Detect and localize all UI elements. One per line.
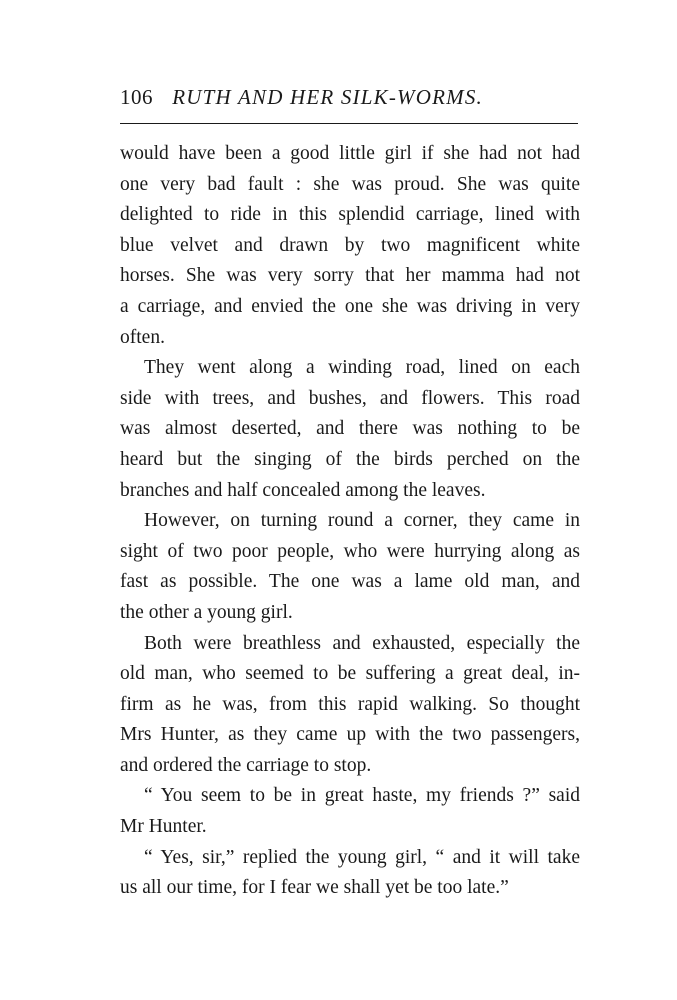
text-line: “ Yes, sir,” replied the young girl, “ and it will take xyxy=(144,846,580,868)
text-line: and ordered the carriage to stop. xyxy=(120,754,372,776)
text-line: branches and half concealed among the leaves. xyxy=(120,479,486,501)
text-line: delighted to ride in this splendid carriage, lined with xyxy=(120,204,580,226)
text-line: often. xyxy=(120,326,165,348)
running-head xyxy=(120,82,580,112)
text-line: sight of two poor people, who were hurrying along as xyxy=(120,540,580,562)
text-line: “ You seem to be in great haste, my friends ?” said xyxy=(144,785,580,807)
text-line: Mrs Hunter, as they came up with the two passengers, xyxy=(120,724,580,746)
text-line: was almost deserted, and there was nothing to be xyxy=(120,418,580,440)
text-line: They went along a winding road, lined on each xyxy=(144,357,580,379)
text-line: blue velvet and drawn by two magnificent white xyxy=(120,234,580,256)
body-text xyxy=(120,139,580,904)
text-line: Both were breathless and exhausted, especially the xyxy=(144,632,580,654)
page-number: 106 xyxy=(120,85,153,109)
text-line: Mr Hunter. xyxy=(120,816,207,838)
running-title: RUTH AND HER SILK-WORMS. xyxy=(172,85,483,109)
text-line: However, on turning round a corner, they came in xyxy=(144,510,580,532)
text-line: firm as he was, from this rapid walking. So thought xyxy=(120,693,580,715)
text-line: a carriage, and envied the one she was driving in very xyxy=(120,295,580,317)
text-line: side with trees, and bushes, and flowers. This road xyxy=(120,387,580,409)
text-line: us all our time, for I fear we shall yet be too late.” xyxy=(120,877,509,899)
text-line: would have been a good little girl if she had not had xyxy=(120,143,580,164)
text-line: old man, who seemed to be suffering a great deal, in- xyxy=(120,663,580,685)
text-line: horses. She was very sorry that her mamma had not xyxy=(120,265,580,287)
text-line: the other a young girl. xyxy=(120,601,293,623)
text-line: fast as possible. The one was a lame old man, and xyxy=(120,571,580,593)
text-line: one very bad fault : she was proud. She was quite xyxy=(120,173,580,195)
header-rule xyxy=(120,123,578,124)
text-line: heard but the singing of the birds perched on the xyxy=(120,448,580,470)
